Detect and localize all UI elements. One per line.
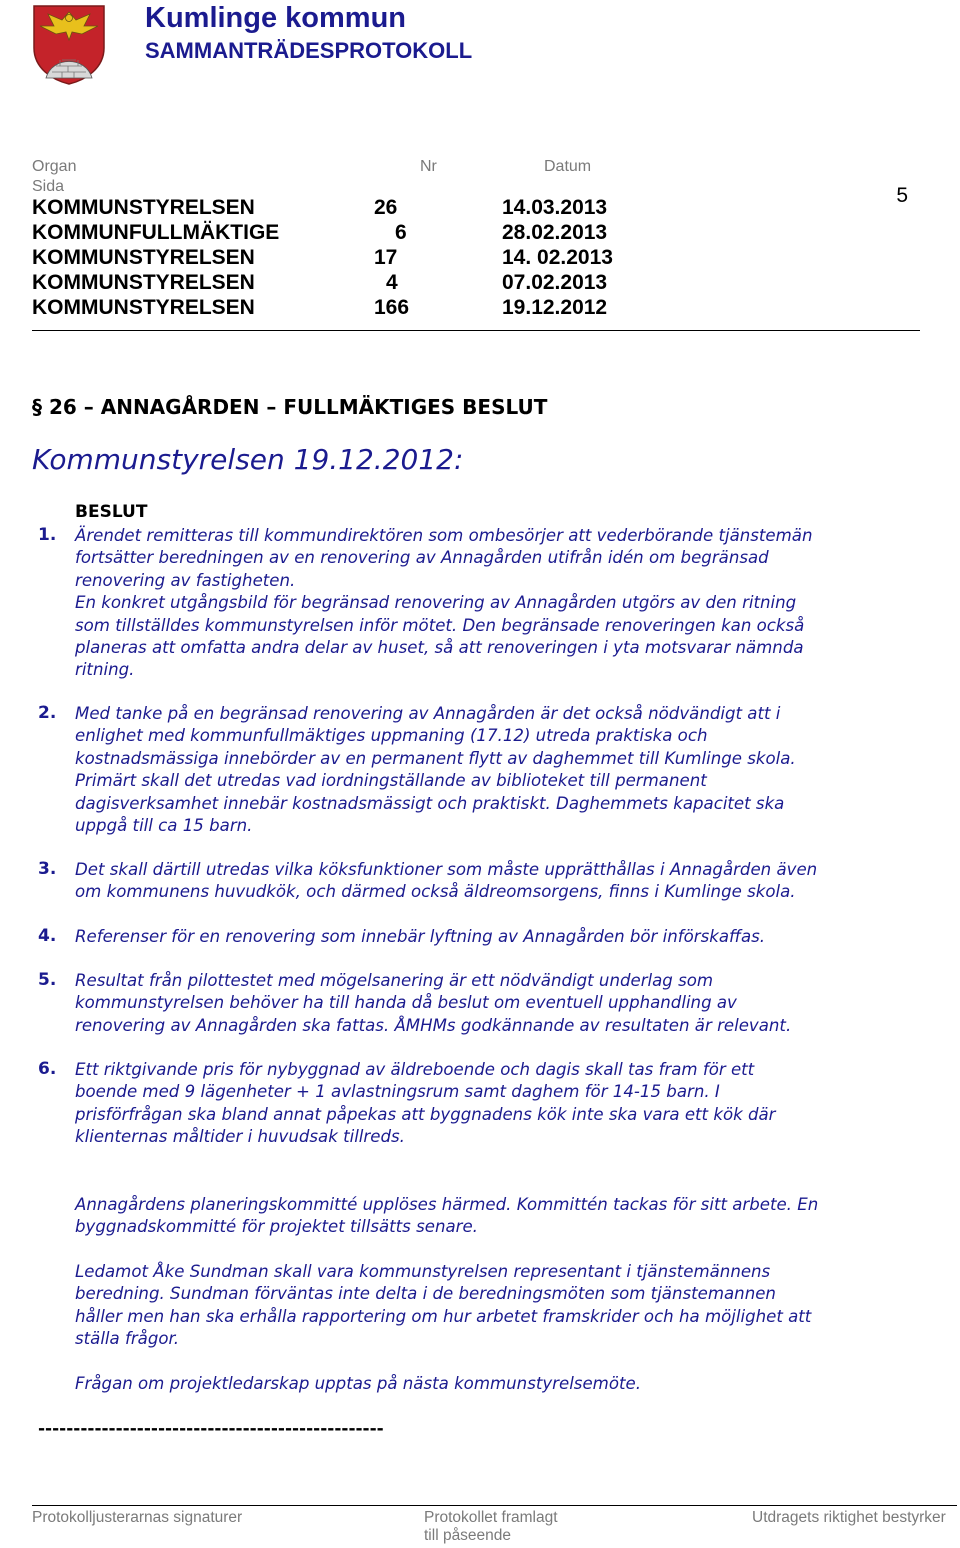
nr-cell: 166 (374, 296, 410, 319)
document-type: SAMMANTRÄDESPROTOKOLL (145, 38, 473, 63)
footer-framlagt-label: Protokollet framlagt (424, 1509, 558, 1526)
note-paragraph: Ledamot Åke Sundman skall vara kommunstyrelsen representant i tjänstemännens beredning. Sundman förväntas inte delta i de beredningsmöten som tjänstemannen håller men han ska erhålla rapportering om hur arbetet framskrider och ha möjlighet att ställa frågor. (75, 1262, 812, 1349)
footer-divider (32, 1505, 957, 1506)
nr-cell: 26 (374, 196, 398, 219)
datum-cell: 14. 02.2013 (502, 246, 613, 269)
organ-cell: KOMMUNSTYRELSEN (32, 296, 255, 319)
nr-cell: 17 (374, 246, 398, 269)
column-label-datum: Datum (544, 158, 592, 175)
separator-dashes: ------------------------------------------------- (38, 1419, 384, 1439)
column-label-sida: Sida (32, 178, 65, 195)
note-paragraph: Frågan om projektledarskap upptas på nästa kommunstyrelsemöte. (75, 1374, 641, 1393)
header-divider (32, 330, 920, 331)
item-number: 3. (38, 859, 57, 879)
organ-cell: KOMMUNFULLMÄKTIGE (32, 221, 280, 244)
column-label-nr: Nr (420, 158, 437, 175)
organ-cell: KOMMUNSTYRELSEN (32, 246, 255, 269)
item-number: 1. (38, 525, 57, 545)
organ-cell: KOMMUNSTYRELSEN (32, 196, 255, 219)
section-title: § 26 – ANNAGÅRDEN – FULLMÄKTIGES BESLUT (32, 395, 548, 419)
item-text: Det skall därtill utredas vilka köksfunktioner som måste upprätthållas i Annagården även om kommunens huvudkök, och därmed också äldreomsorgens, finns i Kumlinge skola. (75, 860, 818, 902)
municipality-name: Kumlinge kommun (145, 2, 407, 34)
note-paragraph: Annagårdens planeringskommitté upplöses härmed. Kommittén tackas för sitt arbete. En byggnadskommitté för projektet tillsätts senare. (75, 1195, 819, 1237)
item-number: 5. (38, 970, 57, 990)
footer-utdrag-label: Utdragets riktighet bestyrker (752, 1509, 946, 1526)
item-number: 6. (38, 1059, 57, 1079)
footer-signatures-label: Protokolljusterarnas signaturer (32, 1509, 243, 1526)
item-number: 4. (38, 926, 57, 946)
datum-cell: 14.03.2013 (502, 196, 608, 219)
item-text: Ett riktgivande pris för nybyggnad av äldreboende och dagis skall tas fram för ett boende med 9 lägenheter + 1 avlastningsrum samt daghem för 14-15 barn. I prisförfrågan ska bland annat påpekas att byggnadens kök inte ska vara ett kök där klienternas måltider i huvudsak tillreds. (75, 1060, 776, 1147)
beslut-heading: BESLUT (75, 502, 148, 522)
datum-cell: 07.02.2013 (502, 271, 608, 294)
nr-cell: 6 (395, 221, 407, 244)
item-text: Med tanke på en begränsad renovering av Annagården är det också nödvändigt att i enlighet med kommunfullmäktiges uppmaning (17.12) utreda praktiska och kostnadsmässiga innebörder av en permanent flytt av daghemmet till Kumlinge skola. Primärt skall det utredas vad iordningställande av biblioteket till permanent dagisverksamhet innebär kostnadsmässigt och praktiskt. Daghemmets kapacitet ska uppgå till ca 15 barn. (75, 704, 796, 836)
item-text: Resultat från pilottestet med mögelsanering är ett nödvändigt underlag som kommunstyrelsen behöver ha till handa då beslut om eventuell upphandling av renovering av Annagården ska fattas. ÅMHMs godkännande av resultaten är relevant. (75, 971, 792, 1035)
datum-cell: 19.12.2012 (502, 296, 608, 319)
nr-cell: 4 (386, 271, 398, 294)
page-number: 5 (896, 184, 908, 207)
meeting-heading: Kommunstyrelsen 19.12.2012: (32, 443, 464, 476)
datum-cell: 28.02.2013 (502, 221, 608, 244)
municipality-crest-logo (32, 4, 106, 86)
column-label-organ: Organ (32, 158, 77, 175)
item-number: 2. (38, 703, 57, 723)
item-text: Referenser för en renovering som innebär lyftning av Annagården bör införskaffas. (75, 927, 766, 946)
organ-cell: KOMMUNSTYRELSEN (32, 271, 255, 294)
footer-paseende-label: till påseende (424, 1527, 512, 1544)
item-text: Ärendet remitteras till kommundirektören som ombesörjer att vederbörande tjänstemän fortsätter beredningen av en renovering av Annagården utifrån idén om begränsad renovering av fastigheten. En konkret utgångsbild för begränsad renovering av Annagården utgörs av den ritning som tillställdes kommunstyrelsen inför mötet. Den begränsade renoveringen kan också planeras att omfatta andra delar av huset, så att renoveringen i yta motsvarar nämnda ritning. (75, 526, 813, 680)
